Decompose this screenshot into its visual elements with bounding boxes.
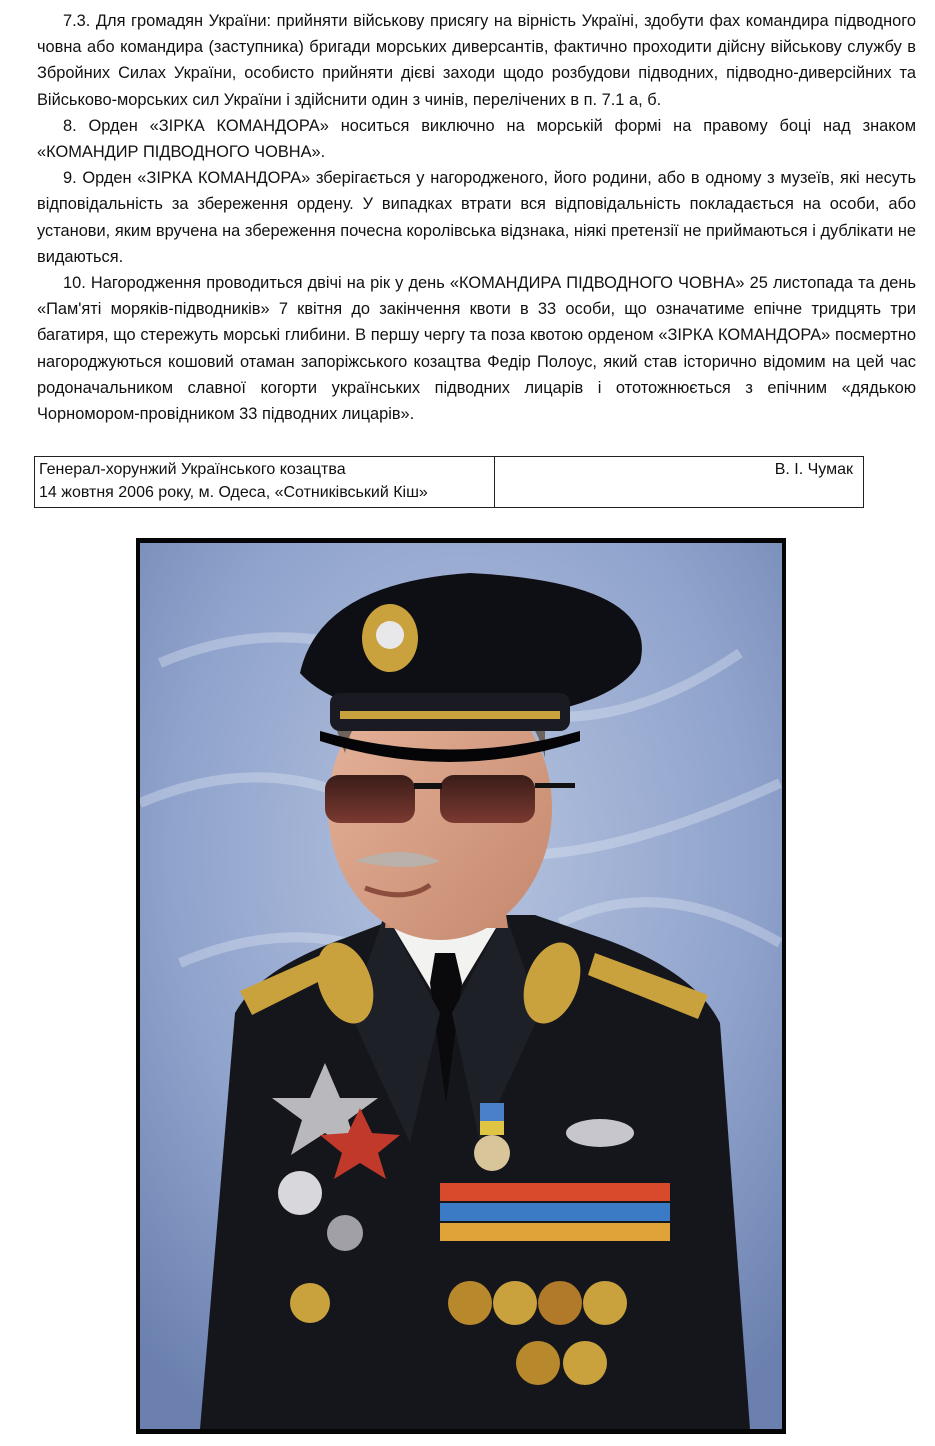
paragraph-8: 8. Орден «ЗІРКА КОМАНДОРА» носиться виключно на морській формі на правому боці над знаком «КОМАНДИР ПІДВОДНОГО ЧОВНА». <box>37 116 916 162</box>
signature-position-line: Генерал-хорунжий Українського козацтва <box>39 461 346 478</box>
portrait-photo-frame <box>136 538 786 1434</box>
signature-position-cell <box>35 457 495 507</box>
paragraph-9: 9. Орден «ЗІРКА КОМАНДОРА» зберігається у нагородженого, його родини, або в одному з музеїв, які несуть відповідальність за збереження ордену. У випадках втрати вся відповідальність покладається на особи, або установи, яким вручена на збереження почесна королівська відзнака, ніякі претензії не приймаються і дублікати не видаються. <box>37 169 916 266</box>
signature-table <box>34 456 864 508</box>
portrait-illustration <box>140 543 782 1429</box>
paragraph-7-3: 7.3. Для громадян України: прийняти військову присягу на вірність Україні, здобути фах командира підводного човна або командира (заступника) бригади морських диверсантів, фактично проходити дійсну військову службу в Збройних Силах України, особисто прийняти дієві заходи щодо розбудови підводних, підводно-диверсійних та Військово-морських сил України і здійснити один з чинів, перелічених в п. 7.1 а, б. <box>37 12 916 109</box>
signature-name-cell <box>495 457 863 507</box>
signature-name: В. І. Чумак <box>774 461 853 478</box>
portrait-photo <box>140 543 782 1429</box>
paragraph-10: 10. Нагородження проводиться двічі на рік у день «КОМАНДИРА ПІДВОДНОГО ЧОВНА» 25 листопада та день «Пам'яті моряків-підводників» 7 квітня до закінчення квоти в 33 особи, що означатиме епічне тридцять три багатиря, що стережуть морські глибини. В першу чергу та поза квотою орденом «ЗІРКА КОМАНДОРА» посмертно нагороджуються кошовий отаман запоріжського козацтва Федір Полоус, який став історично відомим на цей час родоначальником славної когорти українських підводних лицарів і ототожнюється з епічним «дядькою Чорномором-провідником 33 підводних лицарів». <box>37 274 916 424</box>
document-body <box>37 8 916 427</box>
signature-date-place-line: 14 жовтня 2006 року, м. Одеса, «Сотниківський Кіш» <box>39 484 428 501</box>
